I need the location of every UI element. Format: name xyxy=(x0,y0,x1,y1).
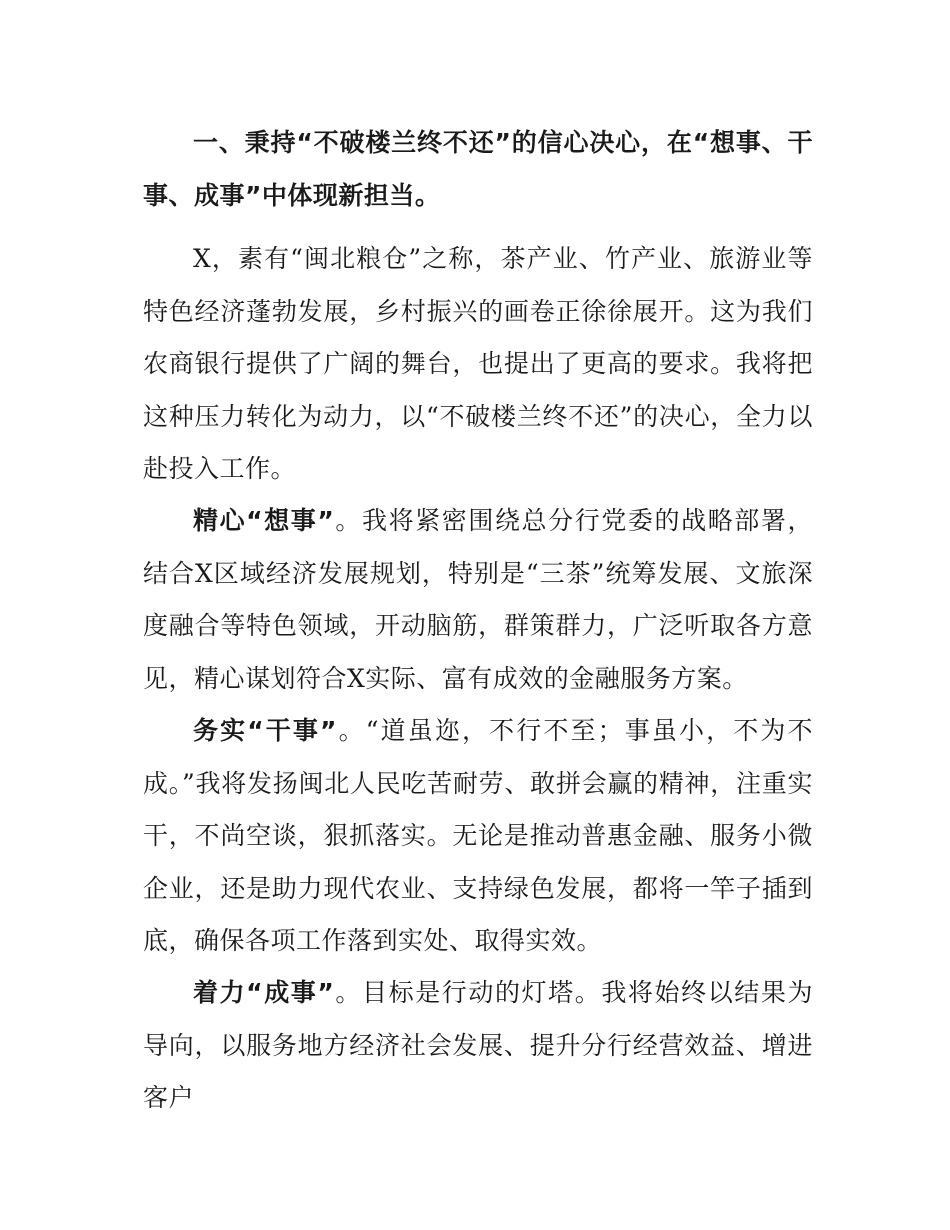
section-heading: 一、秉持“不破楼兰终不还”的信心决心，在“想事、干事、成事”中体现新担当。 xyxy=(143,128,813,210)
paragraph-lead: 务实“干事” xyxy=(193,716,337,745)
paragraph-achieve xyxy=(143,967,813,1125)
paragraph-lead: 精心“想事” xyxy=(193,506,335,535)
paragraph-text: X，素有“闽北粮仓”之称，茶产业、竹产业、旅游业等特色经济蓬勃发展，乡村振兴的画卷正徐徐展开。这为我们农商银行提供了广阔的舞台，也提出了更高的要求。我将把这种压力转化为动力，以“不破楼兰终不还”的决心，全力以赴投入工作。 xyxy=(143,244,813,483)
paragraph-think xyxy=(143,495,813,705)
paragraph-text: 。“道虽迩，不行不至；事虽小，不为不成。”我将发扬闽北人民吃苦耐劳、敢拼会赢的精神，注重实干，不尚空谈，狠抓落实。无论是推动普惠金融、服务小微企业，还是助力现代农业、支持绿色发展，都将一竿子插到底，确保各项工作落到实处、取得实效。 xyxy=(143,716,813,955)
paragraph-text: 。我将紧密围绕总分行党委的战略部署，结合X区域经济发展规划，特别是“三茶”统筹发展、文旅深度融合等特色领域，开动脑筋，群策群力，广泛听取各方意见，精心谋划符合X实际、富有成效的金融服务方案。 xyxy=(143,506,813,693)
paragraph-lead: 着力“成事” xyxy=(193,978,335,1007)
paragraph-intro xyxy=(143,233,813,496)
paragraph-do xyxy=(143,705,813,968)
paragraph-text: 。目标是行动的灯塔。我将始终以结果为导向，以服务地方经济社会发展、提升分行经营效益、增进客户 xyxy=(143,978,813,1112)
